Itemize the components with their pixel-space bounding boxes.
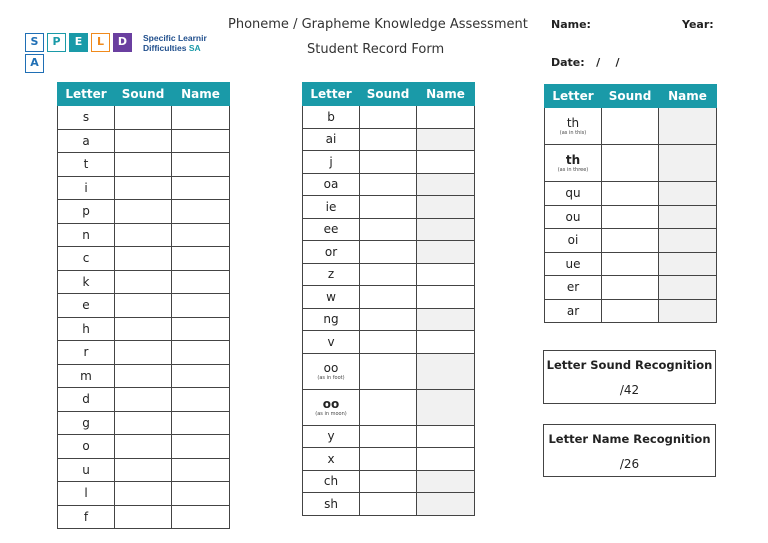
name-cell[interactable] <box>417 286 475 309</box>
letter-text: th <box>565 153 581 167</box>
letter-cell <box>58 505 115 529</box>
name-cell[interactable] <box>659 108 717 145</box>
name-cell[interactable] <box>417 353 475 389</box>
sound-cell[interactable] <box>360 106 417 129</box>
letter-text: a <box>82 133 90 148</box>
letter-text: h <box>82 321 90 336</box>
letter-text: ee <box>323 222 339 237</box>
letter-cell <box>303 173 360 196</box>
table-row <box>303 128 475 151</box>
table-row <box>303 151 475 174</box>
sound-cell[interactable] <box>360 308 417 331</box>
sound-cell[interactable] <box>360 196 417 219</box>
score-value: /26 <box>619 457 640 471</box>
letter-cell <box>58 458 115 482</box>
table-row <box>303 196 475 219</box>
letter-cell <box>545 205 602 229</box>
name-cell[interactable] <box>659 252 717 276</box>
letter-text: ng <box>323 312 339 327</box>
table-row <box>58 505 230 529</box>
letter-cell <box>58 341 115 365</box>
letter-cell <box>303 389 360 425</box>
org-name-sa: SA <box>188 43 201 53</box>
name-cell[interactable] <box>417 151 475 174</box>
name-cell[interactable] <box>659 229 717 253</box>
spld-logo <box>25 33 132 52</box>
table-row <box>303 241 475 264</box>
letter-cell <box>58 223 115 247</box>
letter-text: w <box>326 289 336 304</box>
table-row <box>545 108 717 145</box>
letter-text: ou <box>565 209 581 224</box>
table-row <box>58 106 230 130</box>
sound-cell[interactable] <box>360 218 417 241</box>
letter-text: t <box>83 157 89 172</box>
letter-text: ar <box>566 303 580 318</box>
table-row <box>58 153 230 177</box>
letter-text: th <box>566 116 580 130</box>
org-name-line2: Difficulties <box>143 43 187 53</box>
letter-text: or <box>324 244 338 259</box>
letter-cell <box>58 106 115 130</box>
sound-cell[interactable] <box>602 252 659 276</box>
letter-cell <box>303 331 360 354</box>
name-cell[interactable] <box>417 425 475 448</box>
sound-cell[interactable] <box>115 200 172 224</box>
sound-cell[interactable] <box>360 470 417 493</box>
letter-text: f <box>83 509 89 524</box>
column-header-sound: Sound <box>602 85 659 108</box>
letter-cell <box>303 263 360 286</box>
letter-note: (as in this) <box>559 130 587 136</box>
score-title: Letter Sound Recognition <box>546 358 713 372</box>
name-cell[interactable] <box>659 182 717 206</box>
name-cell[interactable] <box>172 341 230 365</box>
year-label: Year: <box>682 18 714 31</box>
column-header-sound: Sound <box>360 83 417 106</box>
table-row <box>545 205 717 229</box>
table-row <box>303 448 475 471</box>
table-row <box>58 458 230 482</box>
table-row <box>545 276 717 300</box>
name-cell[interactable] <box>172 270 230 294</box>
sound-cell[interactable] <box>602 145 659 182</box>
table-row <box>303 308 475 331</box>
logo-tile: L <box>91 33 110 52</box>
name-cell[interactable] <box>417 470 475 493</box>
name-cell[interactable] <box>172 482 230 506</box>
sound-cell[interactable] <box>360 263 417 286</box>
table-row <box>303 286 475 309</box>
name-label: Name: <box>551 18 591 31</box>
letter-cell <box>545 276 602 300</box>
letter-text: oi <box>567 233 579 248</box>
letter-table-2 <box>302 82 475 516</box>
letter-cell <box>545 108 602 145</box>
name-cell[interactable] <box>417 331 475 354</box>
letter-cell <box>303 241 360 264</box>
letter-text: ai <box>325 132 337 147</box>
letter-cell <box>58 294 115 318</box>
letter-cell <box>58 176 115 200</box>
name-cell[interactable] <box>172 435 230 459</box>
sound-cell[interactable] <box>115 482 172 506</box>
letter-cell <box>303 196 360 219</box>
letter-cell <box>58 153 115 177</box>
name-cell[interactable] <box>417 493 475 516</box>
table-row <box>303 470 475 493</box>
letter-text: c <box>82 251 90 266</box>
form-subtitle: Student Record Form <box>307 42 445 57</box>
table-row <box>303 389 475 425</box>
name-cell[interactable] <box>417 128 475 151</box>
letter-cell <box>58 435 115 459</box>
letter-cell <box>303 425 360 448</box>
table-row <box>58 388 230 412</box>
logo-tile: P <box>47 33 66 52</box>
sound-cell[interactable] <box>360 286 417 309</box>
letter-text: l <box>84 486 88 501</box>
letter-cell <box>58 270 115 294</box>
table-row <box>58 223 230 247</box>
name-cell[interactable] <box>417 263 475 286</box>
name-cell[interactable] <box>172 106 230 130</box>
sound-cell[interactable] <box>115 247 172 271</box>
name-cell[interactable] <box>172 364 230 388</box>
sound-cell[interactable] <box>360 331 417 354</box>
letter-cell <box>303 286 360 309</box>
sound-cell[interactable] <box>360 448 417 471</box>
name-cell[interactable] <box>417 448 475 471</box>
sound-cell[interactable] <box>360 425 417 448</box>
table-row <box>58 482 230 506</box>
letter-cell <box>58 247 115 271</box>
letter-text: u <box>82 462 90 477</box>
sound-cell[interactable] <box>602 205 659 229</box>
letter-cell <box>303 493 360 516</box>
letter-text: oo <box>322 397 340 411</box>
sound-cell[interactable] <box>115 176 172 200</box>
name-cell[interactable] <box>172 153 230 177</box>
letter-note: (as in foot) <box>317 375 345 381</box>
table-row <box>303 425 475 448</box>
sound-cell[interactable] <box>360 493 417 516</box>
table-row <box>58 411 230 435</box>
sound-cell[interactable] <box>602 108 659 145</box>
letter-text: r <box>83 345 89 360</box>
letter-cell <box>303 128 360 151</box>
letter-text: x <box>327 451 335 466</box>
table-row <box>545 299 717 323</box>
name-cell[interactable] <box>172 176 230 200</box>
name-cell[interactable] <box>417 241 475 264</box>
letter-text: n <box>82 227 90 242</box>
column-header-name: Name <box>172 83 230 106</box>
sound-cell[interactable] <box>115 411 172 435</box>
name-cell[interactable] <box>417 196 475 219</box>
letter-sound-score-box <box>543 350 716 404</box>
table-row <box>58 247 230 271</box>
letter-cell <box>58 129 115 153</box>
name-cell[interactable] <box>417 389 475 425</box>
name-cell[interactable] <box>659 205 717 229</box>
sound-cell[interactable] <box>115 106 172 130</box>
letter-text: j <box>329 154 333 169</box>
letter-text: z <box>327 267 335 282</box>
letter-cell <box>58 200 115 224</box>
name-cell[interactable] <box>172 223 230 247</box>
letter-text: p <box>82 204 90 219</box>
letter-cell <box>303 353 360 389</box>
logo-tile: E <box>69 33 88 52</box>
column-header-letter: Letter <box>303 83 360 106</box>
score-value: /42 <box>619 383 640 397</box>
table-row <box>545 252 717 276</box>
table-row <box>303 263 475 286</box>
letter-text: i <box>84 180 88 195</box>
sound-cell[interactable] <box>115 505 172 529</box>
table-row <box>58 435 230 459</box>
letter-cell <box>58 411 115 435</box>
table-row <box>303 353 475 389</box>
name-cell[interactable] <box>172 200 230 224</box>
table-row <box>545 182 717 206</box>
org-name-line1: Specific Learnir <box>143 33 207 43</box>
table-row <box>303 493 475 516</box>
sound-cell[interactable] <box>360 151 417 174</box>
column-header-letter: Letter <box>545 85 602 108</box>
name-cell[interactable] <box>659 145 717 182</box>
letter-text: y <box>327 429 335 444</box>
letter-text: o <box>82 439 90 454</box>
name-cell[interactable] <box>172 388 230 412</box>
letter-cell <box>545 229 602 253</box>
sound-cell[interactable] <box>115 129 172 153</box>
letter-table-3 <box>544 84 717 323</box>
sound-cell[interactable] <box>115 458 172 482</box>
letter-text: oo <box>323 361 339 375</box>
column-header-name: Name <box>417 83 475 106</box>
table-row <box>58 317 230 341</box>
letter-text: ie <box>325 199 337 214</box>
sound-cell[interactable] <box>360 128 417 151</box>
table-row <box>58 200 230 224</box>
logo-tile: S <box>25 33 44 52</box>
name-cell[interactable] <box>172 411 230 435</box>
name-cell[interactable] <box>417 106 475 129</box>
letter-cell <box>545 182 602 206</box>
letter-cell <box>303 448 360 471</box>
name-cell[interactable] <box>417 173 475 196</box>
table-row <box>303 106 475 129</box>
table-row <box>303 331 475 354</box>
letter-text: ch <box>323 474 339 489</box>
name-cell[interactable] <box>417 218 475 241</box>
sound-cell[interactable] <box>115 435 172 459</box>
sound-cell[interactable] <box>602 276 659 300</box>
table-row <box>58 129 230 153</box>
letter-text: s <box>82 110 90 125</box>
date-label: Date: / / <box>551 56 620 69</box>
name-cell[interactable] <box>172 294 230 318</box>
letter-cell <box>303 218 360 241</box>
column-header-sound: Sound <box>115 83 172 106</box>
letter-text: sh <box>324 496 338 511</box>
sound-cell[interactable] <box>115 294 172 318</box>
table-row <box>303 218 475 241</box>
sound-cell[interactable] <box>115 153 172 177</box>
letter-text: k <box>82 274 90 289</box>
name-cell[interactable] <box>172 247 230 271</box>
column-header-name: Name <box>659 85 717 108</box>
table-row <box>58 341 230 365</box>
letter-text: v <box>327 334 335 349</box>
sound-cell[interactable] <box>360 173 417 196</box>
letter-cell <box>545 252 602 276</box>
name-cell[interactable] <box>659 299 717 323</box>
sound-cell[interactable] <box>602 229 659 253</box>
column-header-letter: Letter <box>58 83 115 106</box>
letter-note: (as in three) <box>557 167 589 173</box>
letter-cell <box>545 299 602 323</box>
letter-text: ue <box>565 256 581 271</box>
score-title: Letter Name Recognition <box>548 432 711 446</box>
letter-note: (as in moon) <box>315 411 347 417</box>
letter-text: oa <box>323 177 339 192</box>
sound-cell[interactable] <box>115 341 172 365</box>
sound-cell[interactable] <box>115 270 172 294</box>
name-cell[interactable] <box>172 458 230 482</box>
org-name <box>143 33 223 53</box>
letter-cell <box>303 151 360 174</box>
name-cell[interactable] <box>417 308 475 331</box>
sound-cell[interactable] <box>115 317 172 341</box>
table-row <box>545 145 717 182</box>
letter-cell <box>58 388 115 412</box>
name-cell[interactable] <box>172 505 230 529</box>
letter-cell <box>58 482 115 506</box>
letter-table-1 <box>57 82 230 529</box>
sound-cell[interactable] <box>602 182 659 206</box>
table-row <box>545 229 717 253</box>
letter-text: b <box>327 109 335 124</box>
sound-cell[interactable] <box>115 223 172 247</box>
sound-cell[interactable] <box>360 389 417 425</box>
sound-cell[interactable] <box>360 353 417 389</box>
letter-text: qu <box>565 186 581 201</box>
letter-name-score-box <box>543 424 716 477</box>
letter-cell <box>58 317 115 341</box>
letter-cell <box>303 470 360 493</box>
letter-text: g <box>82 415 90 430</box>
letter-text: e <box>82 298 90 313</box>
sound-cell[interactable] <box>602 299 659 323</box>
letter-text: m <box>80 368 92 383</box>
table-row <box>58 270 230 294</box>
name-cell[interactable] <box>659 276 717 300</box>
letter-cell <box>545 145 602 182</box>
letter-text: er <box>566 280 580 295</box>
letter-cell <box>58 364 115 388</box>
table-row <box>303 173 475 196</box>
table-row <box>58 176 230 200</box>
letter-text: d <box>82 392 90 407</box>
sound-cell[interactable] <box>360 241 417 264</box>
letter-cell <box>303 308 360 331</box>
table-row <box>58 364 230 388</box>
logo-tile-a: A <box>25 54 44 73</box>
sound-cell[interactable] <box>115 388 172 412</box>
name-cell[interactable] <box>172 317 230 341</box>
name-cell[interactable] <box>172 129 230 153</box>
letter-cell <box>303 106 360 129</box>
sound-cell[interactable] <box>115 364 172 388</box>
table-row <box>58 294 230 318</box>
form-title: Phoneme / Grapheme Knowledge Assessment <box>228 17 528 32</box>
logo-tile: D <box>113 33 132 52</box>
